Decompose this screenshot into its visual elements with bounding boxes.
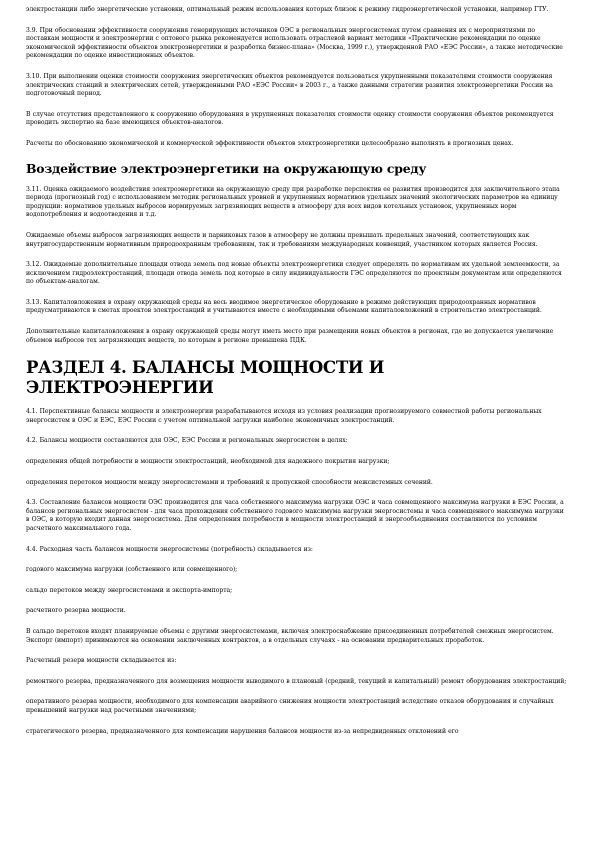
paragraph: электростанции либо энергетические установки, оптимальный режим использования которых близок к режиму гидроэнергетической установки, например ГТУ. bbox=[26, 6, 549, 13]
paragraph-3-13: 3.13. Капиталовложения в охрану окружающей среды на весь вводимое энергетическое оборудование в режиме действующих природоохранных нормативов предусматриваются в сметах проектов электростанций и учитываются вместе с необходимыми объемами капиталовложений в строительство электростанций. bbox=[26, 298, 542, 315]
paragraph: определения перетоков мощности между энергосистемами и требований к пропускной способности межсистемных сечений. bbox=[26, 478, 433, 486]
paragraph-3-12: 3.12. Ожидаемые дополнительные площади отвода земель под новые объекты электроэнергетики следует определять по нормативам их удельной землеемкости, за исключением гидроэлектростанций, площади отвода земель под которые в силу индивидуальности ГЭС определяются по проектным документам или определяются по объектам-аналогам. bbox=[26, 261, 562, 286]
paragraph-3-9: 3.9. При обосновании эффективности сооружения генерирующих источников ОЭС в региональных энергосистемах путем сравнения их с мероприятиями по поставкам мощности и электроэнергии с оптового рынка рекомендуется использовать отраслевой вариант методики «Практические рекомендации по оценке экономической эффективности объектов электроэнергетики и разработка бизнес-плана» (Москва, 1999 г.), утвержденной РАО «ЕЭС России», а также методические рекомендации по оценке инвестиционных объектов. bbox=[26, 26, 563, 60]
environment-paragraphs bbox=[26, 186, 569, 346]
subheading-environment: Воздействие электроэнергетики на окружающую среду bbox=[26, 160, 427, 176]
paragraph: годового максимума нагрузки (собственного или совмещенного); bbox=[26, 566, 238, 574]
paragraph: В сальдо перетоков входят планируемые объемы с другими энергосистемами, включая электроснабжение присоединенных потребителей смежных энергосистем. Экспорт (импорт) принимаются на основании заключенных контрактов, а в отдельных случаях - на основании предварительных проработок. bbox=[26, 627, 554, 644]
paragraph: определения общей потребности в мощности электростанций, необходимой для надежного покрытия нагрузки; bbox=[26, 458, 390, 466]
paragraph: стратегического резерва, предназначенного для компенсации нарушения балансов мощности из-за непредвиденных отклонений его bbox=[26, 727, 459, 735]
paragraph: оперативного резерва мощности, необходимого для компенсации аварийного снижения мощности электростанций вследствие отказов оборудования и случайных превышений нагрузки над расчетными значениями; bbox=[26, 698, 554, 714]
paragraph-4-4: 4.4. Расходная часть балансов мощности энергосистемы (потребность) складывается из: bbox=[26, 545, 313, 553]
paragraph: сальдо перетоков между энергосистемами и экспорта-импорта; bbox=[26, 586, 233, 594]
section-title: РАЗДЕЛ 4. БАЛАНСЫ МОЩНОСТИ И ЭЛЕКТРОЭНЕРГИИ bbox=[26, 357, 385, 398]
paragraph: расчетного резерва мощности. bbox=[26, 607, 126, 615]
paragraph-4-1: 4.1. Перспективные балансы мощности и электроэнергии разрабатываются исходя из условия реализации прогнозируемого совместной работы региональных энергосистем в ОЭС и ЕЭС, ЕЭС России с учетом оптимальной загрузки наиболее экономичных электростанций. bbox=[26, 408, 542, 424]
paragraph-3-10: 3.10. При выполнении оценки стоимости сооружения энергетических объектов рекомендуется пользоваться укрупненными показателями стоимости сооружения электрических станций и электрических сетей, утвержденными РАО «ЕЭС России» в 2003 г., а также данными стратегии развития электроэнергетики России на подготовочный период. bbox=[26, 72, 553, 98]
paragraph: В случае отсутствия представленного к сооружению оборудования в укрупненных показателях стоимости оценку стоимости сооружения объектов рекомендуется проводить экспертно на базе имеющихся объектов-аналогов. bbox=[26, 110, 554, 127]
paragraph: Дополнительные капиталовложения в охрану окружающей среды могут иметь место при размещении новых объектов в регионах, где не допускается увеличение объемов выбросов тех загрязняющих веществ, по которым в регионе превышена ПДК. bbox=[26, 328, 554, 344]
paragraph: Ожидаемые объемы выбросов загрязняющих веществ и парниковых газов в атмосферу не должны превышать предельных значений, соответствующих как внутригосударственным нормативным природоохранным требованиям, так и требованиям международных конвенций, участником которых является Россия. bbox=[26, 231, 538, 248]
balance-paragraphs bbox=[26, 408, 569, 736]
paragraph-4-2: 4.2. Балансы мощности составляются для ОЭС, ЕЭС России и региональных энергосистем в целях: bbox=[26, 437, 348, 445]
paragraph: Расчеты по обоснованию экономической и коммерческой эффективности объектов электроэнергетики целесообразно выполнять в прогнозных ценах. bbox=[26, 139, 514, 147]
top-paragraphs bbox=[26, 6, 569, 149]
paragraph: Расчетный резерв мощности складывается из: bbox=[26, 657, 177, 665]
paragraph-4-3: 4.3. Составление балансов мощности ОЭС производится для часа собственного максимума нагрузки ОЭС и часа совмещенного максимума нагрузки в ЕЭС России, а балансов региональных энергосистем - для часа прохождения собственного годового максимума нагрузки энергосистемы и часа совмещенного максимума нагрузки в ОЭС, в которую входит данная энергосистема. Для определения потребности в мощности электростанций и энергообъединения составляются по условиям расчетного максимального года. bbox=[26, 499, 564, 532]
paragraph: ремонтного резерва, предназначенного для возмещения мощности выводимого в плановый (средний, текущий и капитальный) ремонт оборудования электростанций; bbox=[26, 677, 567, 685]
paragraph-3-11: 3.11. Оценка ожидаемого воздействия электроэнергетики на окружающую среду при разработке перспектив ее развития производится для заключительного этапа периода (прогнозный год) с использованием методик региональных уровней и укрупненных нормативов удельных значений экологических параметров на единицу продукции: нормативов удельных выбросов нормируемых загрязняющих веществ в атмосферу для всех видов котельных установок, укрупненных норм водопотребления и водоотведения и т.д. bbox=[26, 185, 560, 219]
